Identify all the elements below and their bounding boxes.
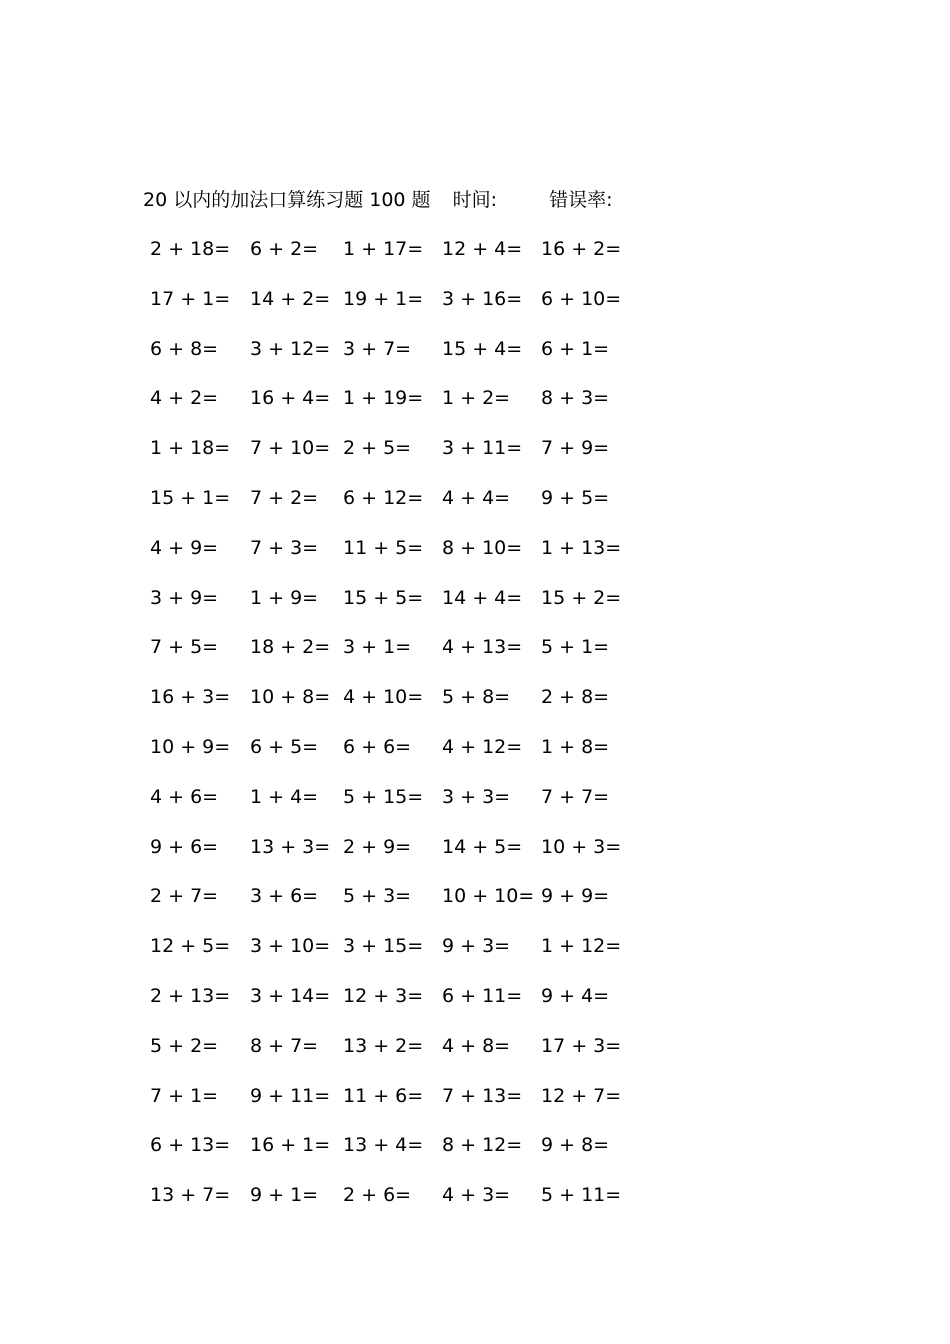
problem-item: 5 + 3= — [343, 885, 412, 908]
problem-item: 8 + 7= — [250, 1034, 319, 1057]
problem-item: 4 + 2= — [150, 387, 219, 410]
problem-item: 2 + 9= — [343, 835, 412, 858]
problem-item: 4 + 4= — [442, 487, 511, 509]
worksheet-title: 20 以内的加法口算练习题 100 题 — [143, 189, 431, 211]
problem-item: 1 + 17= — [343, 238, 424, 260]
problem-item: 6 + 6= — [343, 736, 412, 758]
problem-item: 2 + 18= — [150, 238, 231, 260]
problem-item: 10 + 8= — [250, 686, 331, 709]
problem-item: 1 + 18= — [150, 437, 231, 460]
problem-item: 9 + 1= — [250, 1184, 319, 1207]
problem-item: 7 + 13= — [442, 1084, 523, 1107]
problem-item: 5 + 2= — [150, 1034, 219, 1057]
problem-item: 8 + 10= — [442, 536, 523, 559]
problem-item: 7 + 3= — [250, 536, 319, 559]
problem-item: 16 + 1= — [250, 1134, 331, 1157]
problem-item: 5 + 1= — [541, 636, 610, 659]
problem-item: 6 + 10= — [541, 287, 622, 310]
problem-item: 6 + 1= — [541, 337, 610, 360]
problem-item: 6 + 2= — [250, 238, 319, 260]
problem-item: 6 + 12= — [343, 487, 424, 509]
problem-item: 9 + 6= — [150, 835, 219, 858]
problem-item: 5 + 15= — [343, 785, 424, 808]
worksheet-header — [143, 186, 613, 214]
problem-item: 9 + 9= — [541, 885, 610, 908]
problem-item: 6 + 11= — [442, 985, 523, 1007]
problem-item: 13 + 7= — [150, 1184, 231, 1207]
problem-item: 7 + 10= — [250, 437, 331, 460]
problem-item: 7 + 7= — [541, 785, 610, 808]
error-rate-label: 错误率: — [549, 189, 613, 211]
problem-item: 17 + 3= — [541, 1034, 622, 1057]
problem-item: 17 + 1= — [150, 287, 231, 310]
problem-item: 9 + 8= — [541, 1134, 610, 1157]
problem-item: 3 + 15= — [343, 935, 424, 958]
problem-item: 1 + 8= — [541, 736, 610, 758]
problem-item: 13 + 3= — [250, 835, 331, 858]
problem-item: 12 + 4= — [442, 238, 523, 260]
time-label: 时间: — [452, 189, 498, 211]
problem-item: 6 + 5= — [250, 736, 319, 758]
problem-item: 2 + 6= — [343, 1184, 412, 1207]
problem-item: 13 + 4= — [343, 1134, 424, 1157]
problem-item: 8 + 3= — [541, 387, 610, 410]
problem-item: 1 + 19= — [343, 387, 424, 410]
problem-item: 1 + 4= — [250, 785, 319, 808]
problem-item: 2 + 8= — [541, 686, 610, 709]
problem-item: 14 + 5= — [442, 835, 523, 858]
problem-item: 3 + 9= — [150, 586, 219, 609]
problem-item: 4 + 13= — [442, 636, 523, 659]
problem-item: 2 + 7= — [150, 885, 219, 908]
problem-item: 12 + 7= — [541, 1084, 622, 1107]
problem-item: 16 + 4= — [250, 387, 331, 410]
problem-item: 3 + 14= — [250, 985, 331, 1007]
problem-item: 7 + 9= — [541, 437, 610, 460]
problem-item: 18 + 2= — [250, 636, 331, 659]
problem-item: 14 + 2= — [250, 287, 331, 310]
problem-item: 3 + 3= — [442, 785, 511, 808]
problem-item: 9 + 11= — [250, 1084, 331, 1107]
problem-item: 3 + 6= — [250, 885, 319, 908]
problem-item: 4 + 9= — [150, 536, 219, 559]
problem-item: 1 + 13= — [541, 536, 622, 559]
problem-item: 3 + 10= — [250, 935, 331, 958]
problem-item: 3 + 7= — [343, 337, 412, 360]
problem-item: 7 + 5= — [150, 636, 219, 659]
problem-item: 12 + 5= — [150, 935, 231, 958]
problem-item: 12 + 3= — [343, 985, 424, 1007]
problem-item: 15 + 1= — [150, 487, 231, 509]
problem-item: 1 + 2= — [442, 387, 511, 410]
problem-item: 1 + 12= — [541, 935, 622, 958]
problem-item: 7 + 2= — [250, 487, 319, 509]
problem-item: 6 + 8= — [150, 337, 219, 360]
problem-item: 4 + 3= — [442, 1184, 511, 1207]
problem-item: 15 + 5= — [343, 586, 424, 609]
problem-item: 8 + 12= — [442, 1134, 523, 1157]
problem-item: 3 + 12= — [250, 337, 331, 360]
problem-item: 1 + 9= — [250, 586, 319, 609]
problem-item: 13 + 2= — [343, 1034, 424, 1057]
problem-item: 9 + 4= — [541, 985, 610, 1007]
problem-item: 6 + 13= — [150, 1134, 231, 1157]
problem-item: 11 + 5= — [343, 536, 424, 559]
problem-item: 19 + 1= — [343, 287, 424, 310]
problem-item: 5 + 8= — [442, 686, 511, 709]
problem-item: 9 + 5= — [541, 487, 610, 509]
problem-item: 2 + 5= — [343, 437, 412, 460]
problem-item: 10 + 9= — [150, 736, 231, 758]
problem-item: 3 + 1= — [343, 636, 412, 659]
problem-item: 9 + 3= — [442, 935, 511, 958]
problem-item: 15 + 4= — [442, 337, 523, 360]
problem-item: 3 + 11= — [442, 437, 523, 460]
problem-item: 4 + 8= — [442, 1034, 511, 1057]
problem-item: 4 + 12= — [442, 736, 523, 758]
problem-item: 4 + 6= — [150, 785, 219, 808]
problem-item: 4 + 10= — [343, 686, 424, 709]
problem-item: 15 + 2= — [541, 586, 622, 609]
problem-item: 2 + 13= — [150, 985, 231, 1007]
problem-item: 10 + 3= — [541, 835, 622, 858]
problem-item: 16 + 3= — [150, 686, 231, 709]
problem-item: 14 + 4= — [442, 586, 523, 609]
problem-item: 5 + 11= — [541, 1184, 622, 1207]
problem-item: 16 + 2= — [541, 238, 622, 260]
problem-item: 7 + 1= — [150, 1084, 219, 1107]
problem-item: 3 + 16= — [442, 287, 523, 310]
problem-item: 11 + 6= — [343, 1084, 424, 1107]
problem-item: 10 + 10= — [442, 885, 535, 908]
